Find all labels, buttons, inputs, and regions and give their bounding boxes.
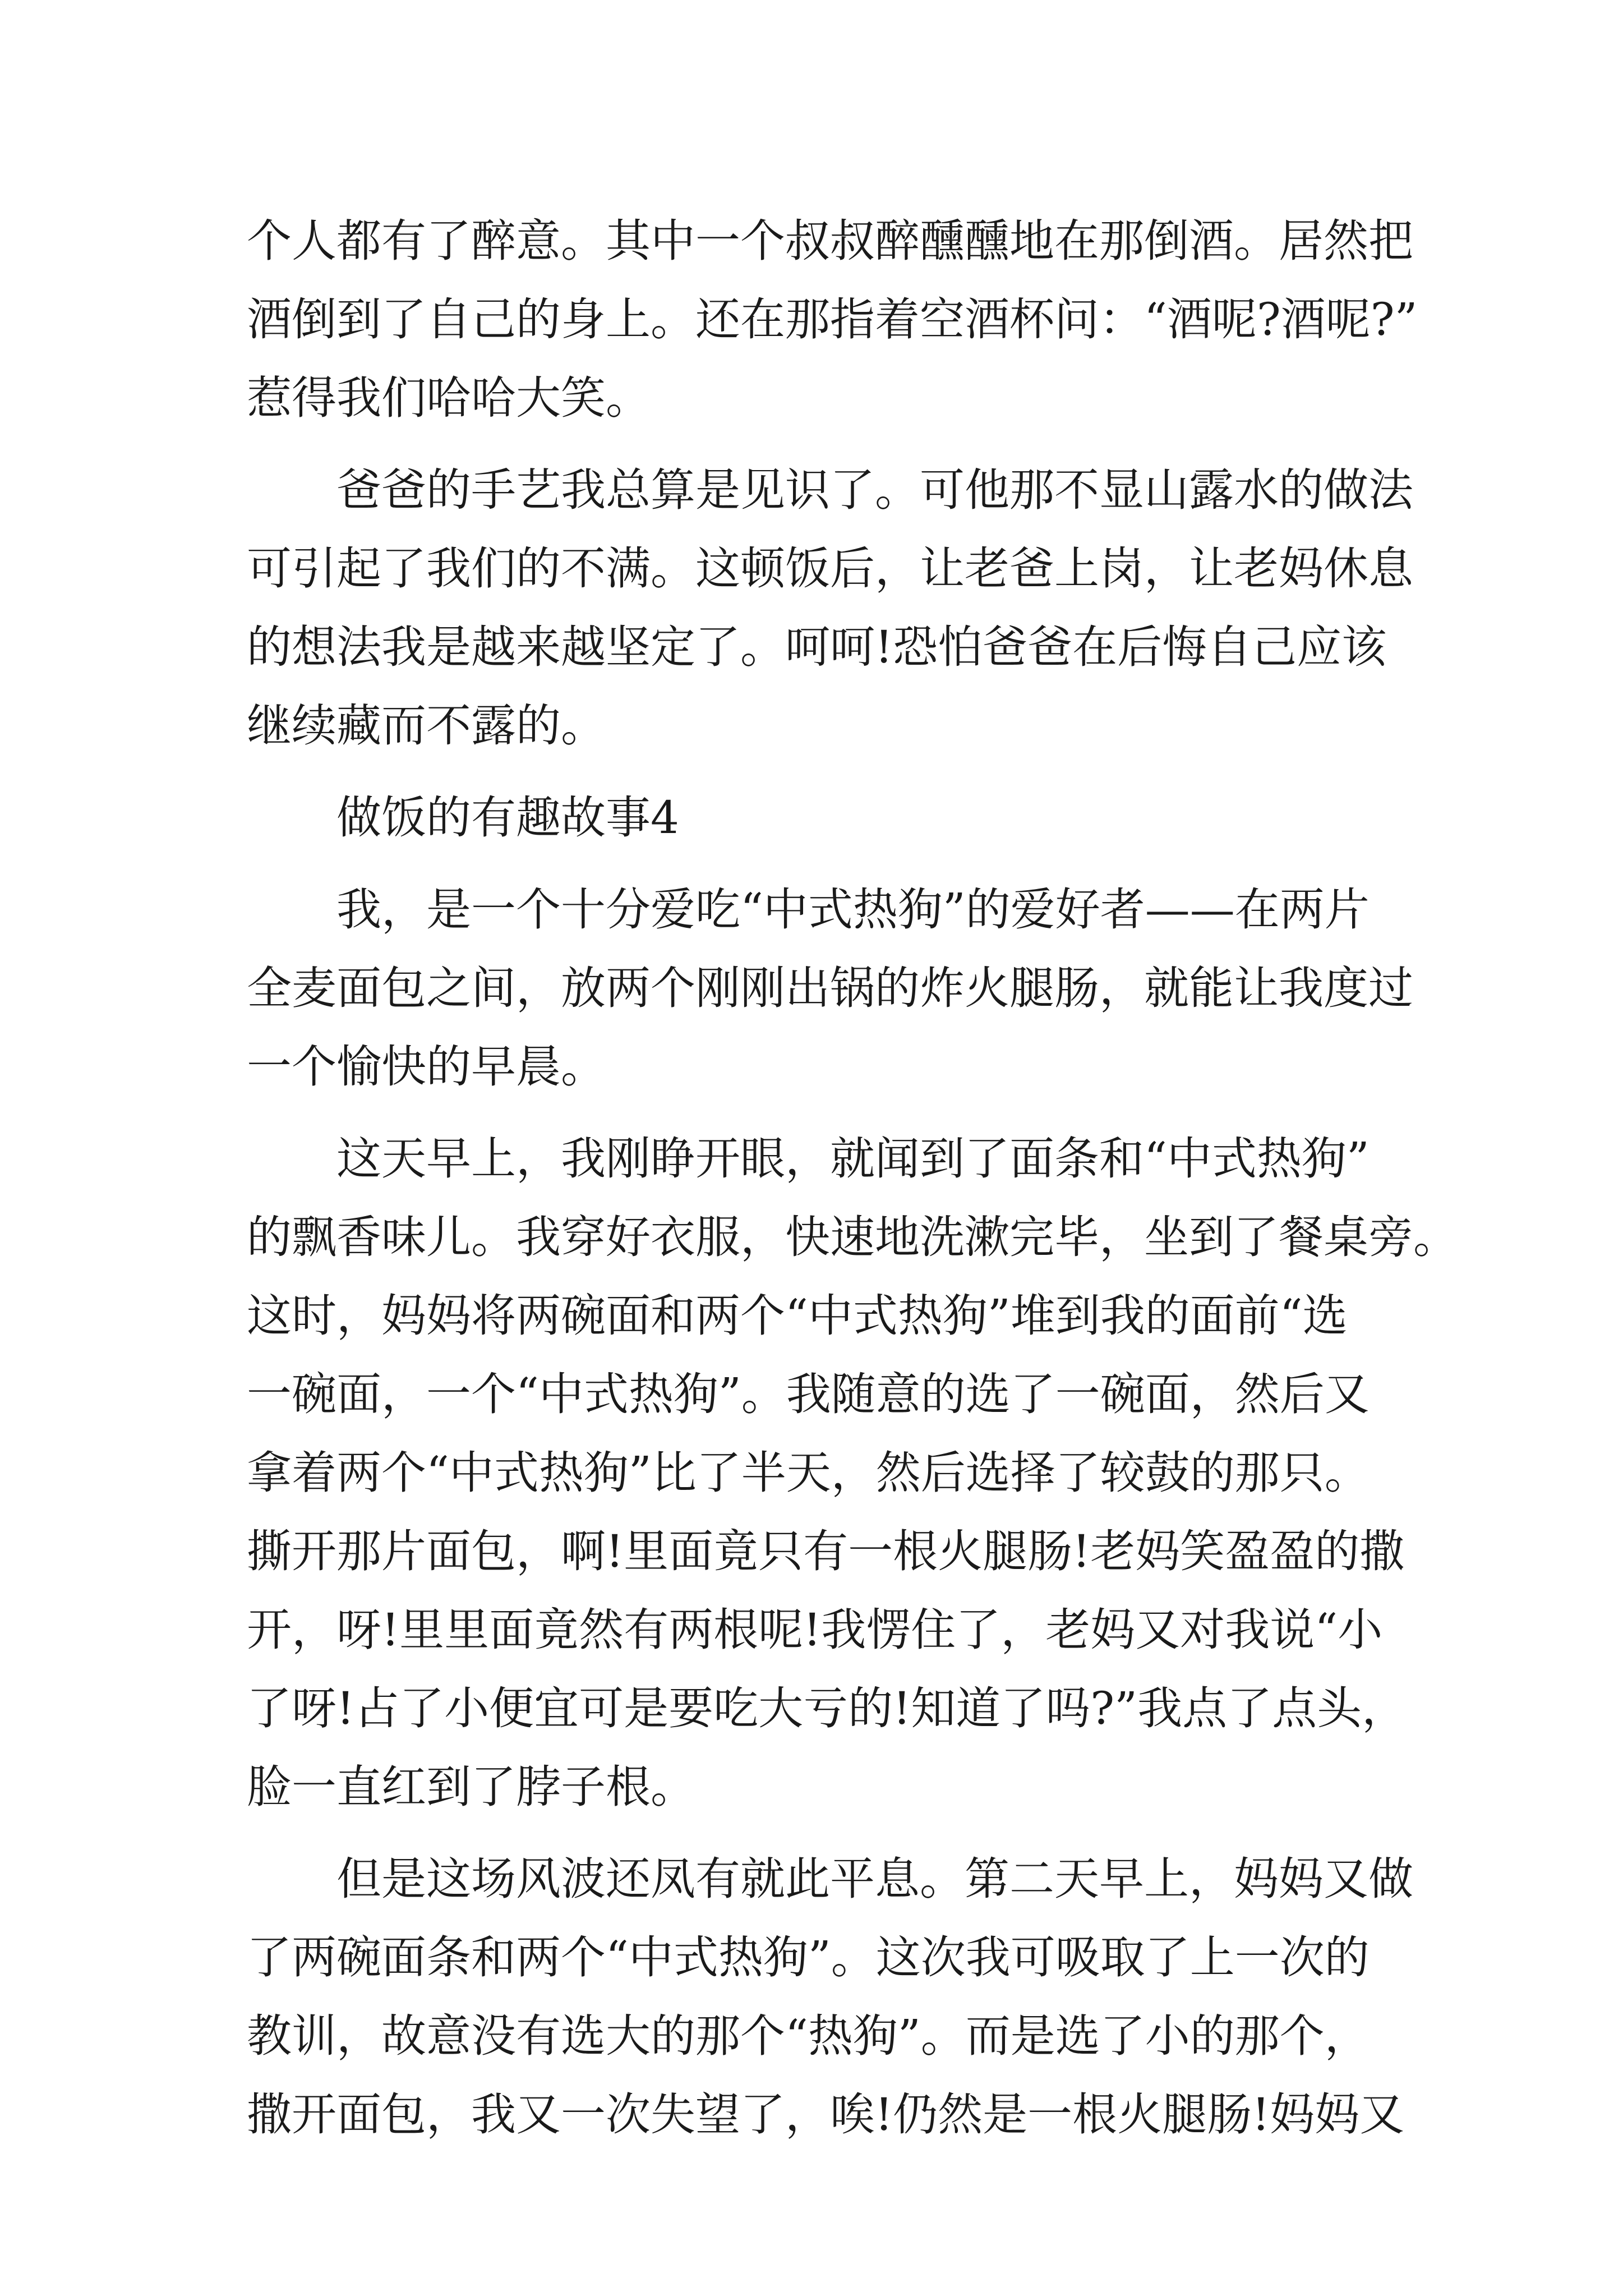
text-line: 一个愉快的早晨。 <box>247 1041 606 1093</box>
text-line: 撕开那片面包，啊!里面竟只有一根火腿肠!老妈笑盈盈的撒 <box>247 1525 1405 1577</box>
text-line: 的想法我是越来越坚定了。呵呵!恐怕爸爸在后悔自己应该 <box>247 621 1387 673</box>
document-body <box>247 202 1458 2168</box>
paragraph-1 <box>247 202 1418 438</box>
text-line: 的飘香味儿。我穿好衣服，快速地洗漱完毕，坐到了餐桌旁。 <box>247 1211 1458 1263</box>
section-heading: 做饭的有趣故事4 <box>336 792 679 844</box>
text-line: 撒开面包，我又一次失望了，唉!仍然是一根火腿肠!妈妈又 <box>247 2088 1405 2141</box>
text-line: 酒倒到了自己的身上。还在那指着空酒杯问：“酒呢?酒呢?” <box>247 293 1418 346</box>
text-line: 了呀!占了小便宜可是要吃大亏的!知道了吗?”我点了点头， <box>247 1682 1407 1734</box>
text-line: 可引起了我们的不满。这顿饭后，让老爸上岗，让老妈休息 <box>247 542 1413 595</box>
text-line: 个人都有了醉意。其中一个叔叔醉醺醺地在那倒酒。居然把 <box>247 215 1413 267</box>
text-line: 脸一直红到了脖子根。 <box>247 1761 695 1813</box>
text-line: 教训，故意没有选大的那个“热狗”。而是选了小的那个， <box>247 2010 1370 2062</box>
text-line: 继续藏而不露的。 <box>247 700 606 752</box>
paragraph-5 <box>247 1120 1458 1826</box>
text-line: 一碗面，一个“中式热狗”。我随意的选了一碗面，然后又 <box>247 1368 1370 1420</box>
text-line: 开，呀!里里面竟然有两根呢!我愣住了，老妈又对我说“小 <box>247 1604 1383 1656</box>
text-line: 全麦面包之间，放两个刚刚出锅的炸火腿肠，就能让我度过 <box>247 962 1413 1014</box>
text-line: 我，是一个十分爱吃“中式热狗”的爱好者——在两片 <box>336 884 1370 936</box>
text-line: 这天早上，我刚睁开眼，就闻到了面条和“中式热狗” <box>336 1133 1370 1185</box>
text-line: 了两碗面条和两个“中式热狗”。这次我可吸取了上一次的 <box>247 1931 1370 1984</box>
paragraph-6 <box>247 1840 1413 2154</box>
text-line: 拿着两个“中式热狗”比了半天，然后选择了较鼓的那只。 <box>247 1447 1370 1499</box>
paragraph-heading <box>247 779 1402 857</box>
text-line: 爸爸的手艺我总算是见识了。可他那不显山露水的做法 <box>336 464 1413 516</box>
paragraph-2 <box>247 451 1413 765</box>
paragraph-4 <box>247 871 1413 1106</box>
text-line: 这时，妈妈将两碗面和两个“中式热狗”堆到我的面前“选 <box>247 1290 1348 1342</box>
text-line: 惹得我们哈哈大笑。 <box>247 372 651 424</box>
text-line: 但是这场风波还凤有就此平息。第二天早上，妈妈又做 <box>336 1853 1413 1905</box>
